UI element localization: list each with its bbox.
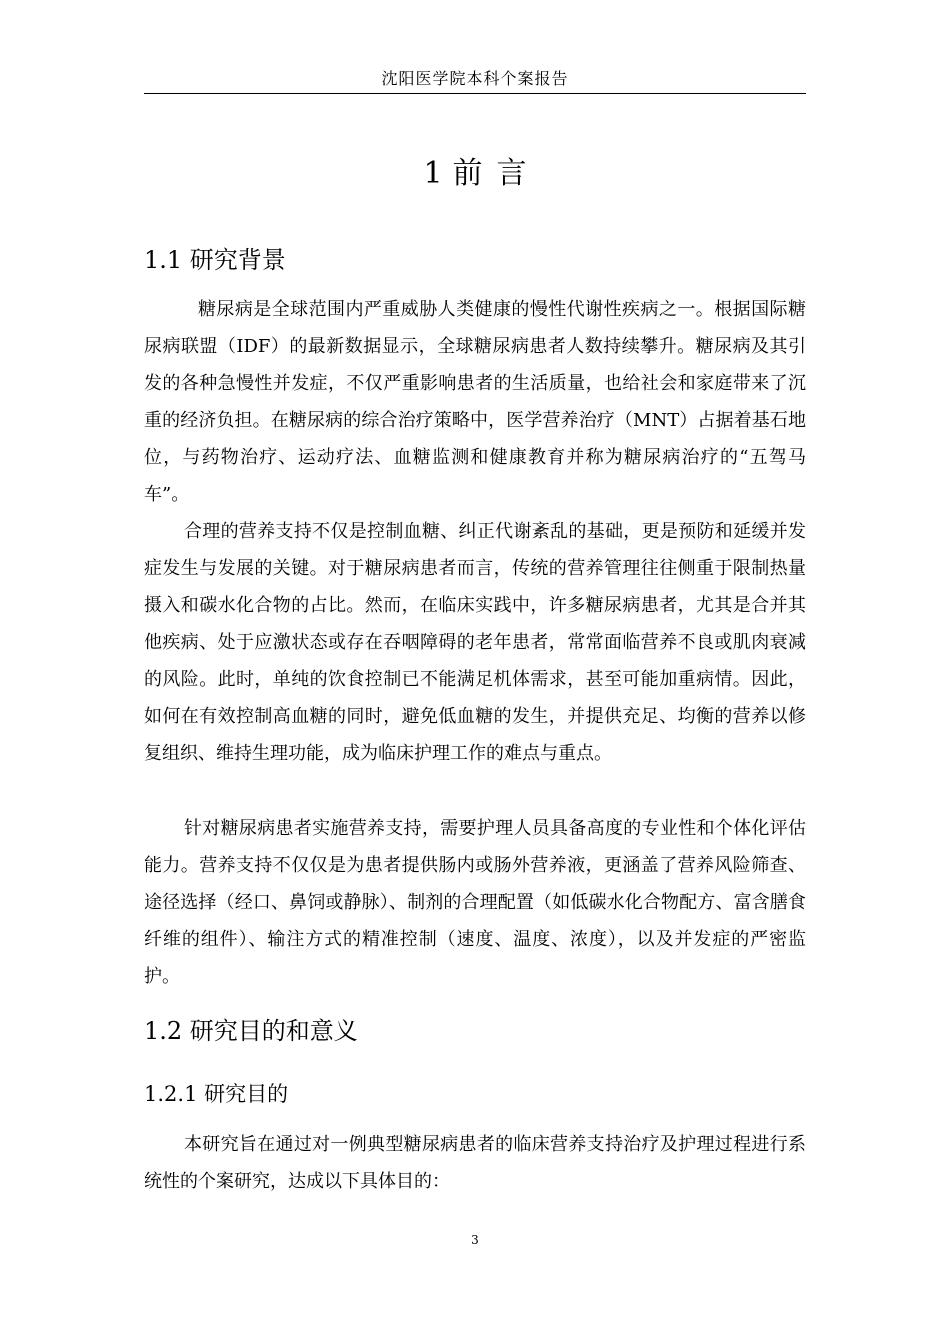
running-header: 沈阳医学院本科个案报告 [144,66,806,94]
chapter-number: 1 [423,156,443,191]
paragraph-4: 本研究旨在通过对一例典型糖尿病患者的临床营养支持治疗及护理过程进行系统性的个案研究，达成以下具体目的： [144,1134,806,1192]
paragraph-2: 合理的营养支持不仅是控制血糖、纠正代谢紊乱的基础，更是预防和延缓并发症发生与发展的关键。对于糖尿病患者而言，传统的营养管理往往侧重于限制热量摄入和碳水化合物的占比。然而，在临床实践中，许多糖尿病患者，尤其是合并其他疾病、处于应激状态或存在吞咽障碍的老年患者，常常面临营养不良或肌肉衰减的风险。此时，单纯的饮食控制已不能满足机体需求，甚至可能加重病情。因此，如何在有效控制高血糖的同时，避免低血糖的发生，并提供充足、均衡的营养以修复组织、维持生理功能，成为临床护理工作的难点与重点。 [144,521,806,764]
paragraph-3: 针对糖尿病患者实施营养支持，需要护理人员具备高度的专业性和个体化评估能力。营养支持不仅仅是为患者提供肠内或肠外营养液，更涵盖了营养风险筛查、途径选择（经口、鼻饲或静脉）、制剂的合理配置（如低碳水化合物配方、富含膳食纤维的组件）、输注方式的精准控制（速度、温度、浓度），以及并发症的严密监护。 [144,818,806,987]
chapter-title [144,148,806,192]
section-heading-1-2: 1.2 研究目的和意义 [144,1017,358,1045]
subsection-heading-1-2-1: 1.2.1 研究目的 [144,1082,289,1106]
page-number: 3 [471,1233,479,1247]
paragraph-1: 糖尿病是全球范围内严重威胁人类健康的慢性代谢性疾病之一。根据国际糖尿病联盟（IDF）的最新数据显示，全球糖尿病患者人数持续攀升。糖尿病及其引发的各种急慢性并发症，不仅严重影响患者的生活质量，也给社会和家庭带来了沉重的经济负担。在糖尿病的综合治疗策略中，医学营养治疗（MNT）占据着基石地位，与药物治疗、运动疗法、血糖监测和健康教育并称为糖尿病治疗的“五驾马车”。 [144,299,806,505]
chapter-title-part1: 前 [452,156,483,191]
chapter-title-part2: 言 [496,156,527,191]
section-heading-1-1: 1.1 研究背景 [144,246,286,274]
